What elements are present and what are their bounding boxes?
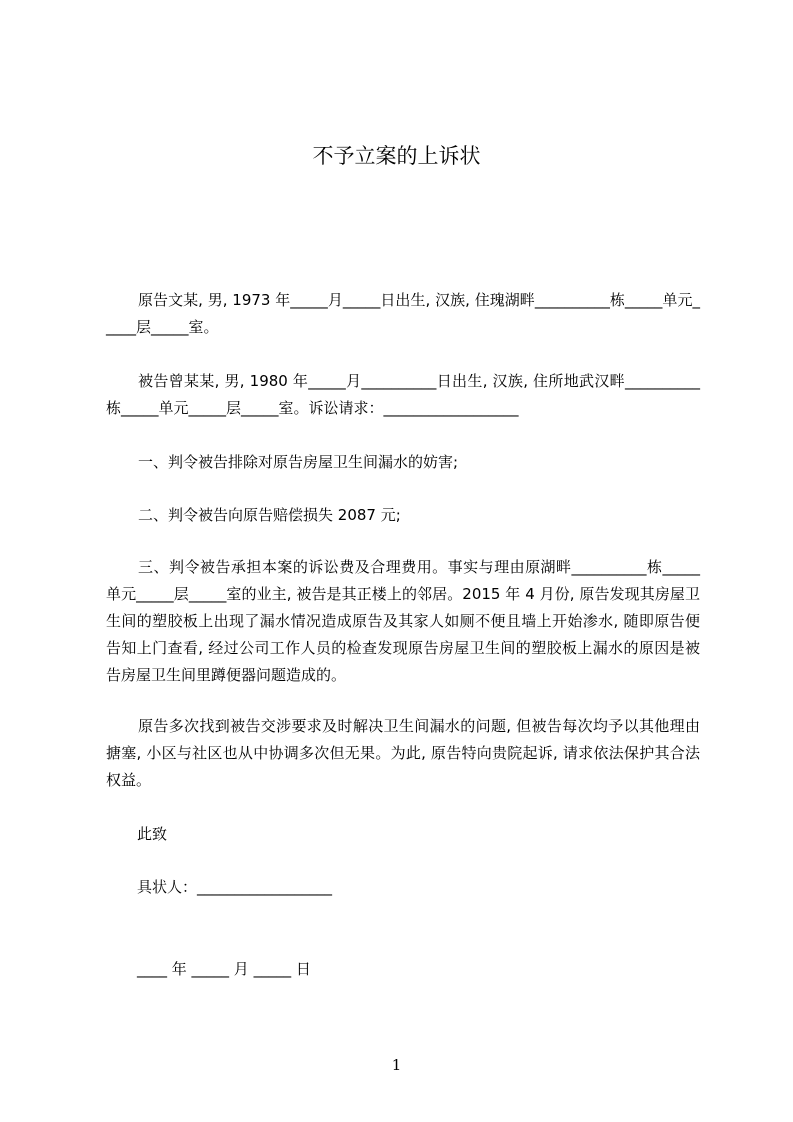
- negotiation-paragraph: 原告多次找到被告交涉要求及时解决卫生间漏水的问题, 但被告每次均予以其他理由搪塞, 小区与社区也从中协调多次但无果。为此, 原告特向贵院起诉, 请求依法保护其合法权益。: [106, 717, 700, 789]
- document-title: 不予立案的上诉状: [312, 144, 481, 168]
- plaintiff-paragraph: 原告文某, 男, 1973 年_____月_____日出生, 汉族, 住瑰湖畔__________栋_____单元_____层_____室。: [106, 291, 700, 336]
- claim-3-facts-paragraph: 三、判令被告承担本案的诉讼费及合理费用。事实与理由原湖畔__________栋_____单元_____层_____室的业主, 被告是其正楼上的邻居。2015 年 4 月份, 原告发现其房屋卫生间的塑胶板上出现了漏水情况造成原告及其家人如厕不便且墙上开始渗水, 随即原告便告知上门查看, 经过公司工作人员的检查发现原告房屋卫生间的塑胶板上漏水的原因是被告房屋卫生间里蹲便器问题造成的。: [106, 558, 700, 684]
- defendant-paragraph: 被告曾某某, 男, 1980 年_____月__________日出生, 汉族, 住所地武汉畔__________栋_____单元_____层_____室。诉讼请求：__________________: [106, 372, 700, 417]
- date-line: ____ 年 _____ 月 _____ 日: [137, 960, 311, 978]
- page-number: 1: [391, 1056, 402, 1074]
- claim-1-paragraph: 一、判令被告排除对原告房屋卫生间漏水的妨害;: [138, 453, 459, 471]
- closing-salutation: 此致: [137, 825, 168, 843]
- claim-2-paragraph: 二、判令被告向原告赔偿损失 2087 元;: [138, 506, 401, 524]
- signer-line: 具状人：__________________: [137, 878, 333, 896]
